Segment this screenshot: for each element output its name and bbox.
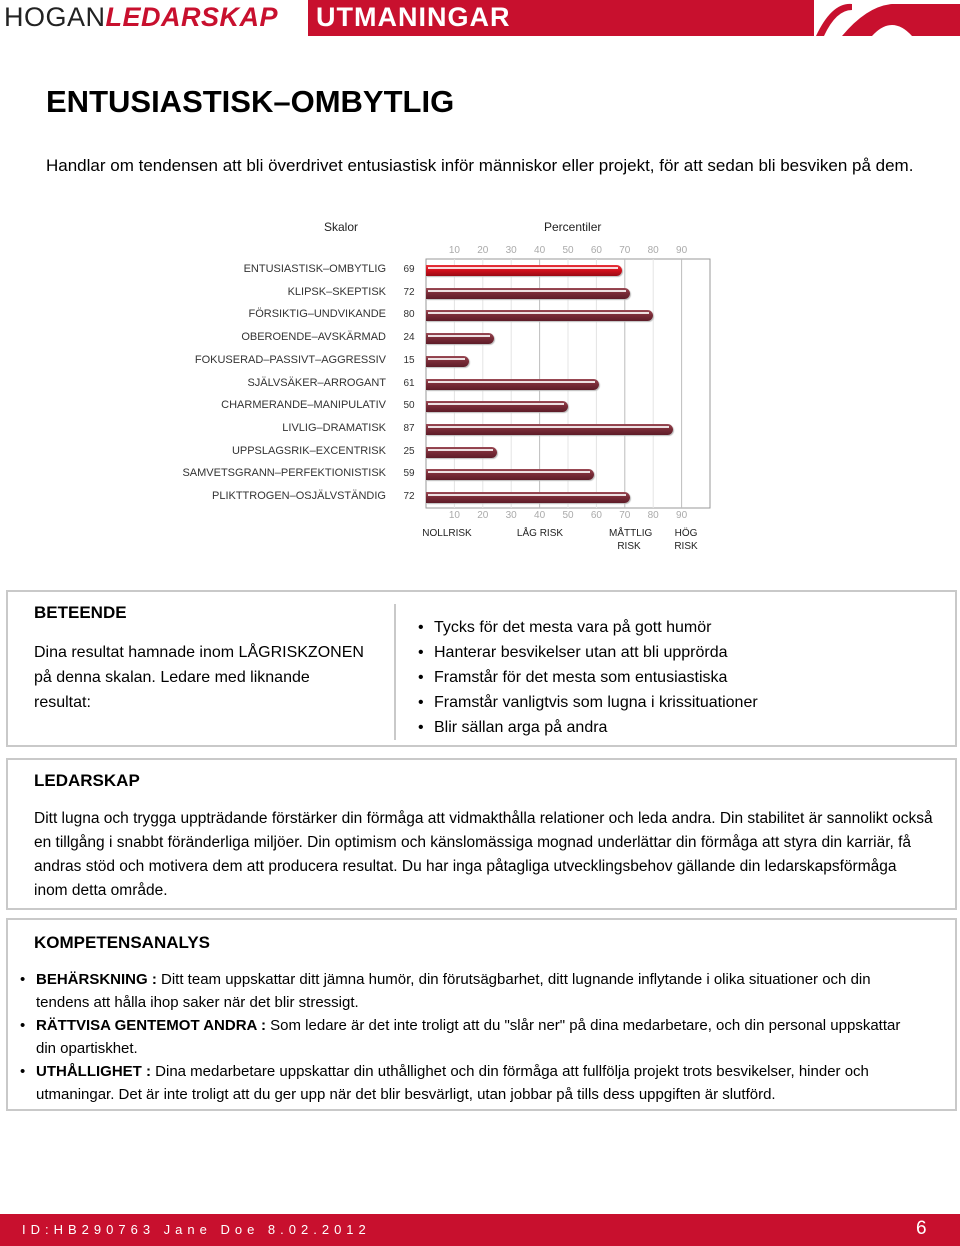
- behavior-bullet: • Hanterar besvikelser utan att bli upprörda: [418, 640, 938, 665]
- x-tick-label: 30: [505, 245, 517, 256]
- competence-label: RÄTTVISA GENTEMOT ANDRA :: [36, 1017, 266, 1034]
- percentiles-header: Percentiler: [544, 220, 602, 234]
- percentile-bar: [426, 447, 497, 458]
- x-tick-label: 10: [448, 245, 460, 256]
- x-tick-label: 40: [534, 510, 546, 521]
- scales-header: Skalor: [324, 220, 359, 234]
- percentile-bar: [426, 288, 630, 299]
- risk-zone-label: HÖG RISK: [674, 528, 698, 552]
- brand-hogan: HOGAN: [4, 2, 106, 32]
- percentile-bar: [426, 469, 594, 480]
- competence-text: Dina medarbetare uppskattar din uthållighet och din förmåga att fullfölja projekt trots besvikelser, hinder och utmaningar. Det är inte troligt att du ger upp när det blir besvärligt, utan jobbar på tills dess uppgiften är slutförd.: [36, 1063, 869, 1103]
- x-tick-label: 30: [505, 510, 517, 521]
- x-tick-label: 20: [477, 510, 489, 521]
- kompetens-list: [20, 968, 920, 1106]
- x-tick-label: 60: [590, 245, 602, 256]
- brand-ledarskap: LEDARSKAP: [105, 2, 279, 32]
- bullet-icon: •: [20, 1063, 26, 1080]
- percentile-bar: [426, 424, 673, 435]
- percentile-bar: [426, 265, 622, 276]
- x-tick-label: 80: [647, 245, 659, 256]
- scale-label: CHARMERANDE–MANIPULATIV: [221, 399, 386, 412]
- x-tick-label: 50: [562, 245, 574, 256]
- scale-label: ENTUSIASTISK–OMBYTLIG: [243, 263, 386, 275]
- percentile-bar: [426, 492, 630, 503]
- behavior-bullet: • Framstår vanligtvis som lugna i krissituationer: [418, 690, 938, 715]
- kompetens-title: KOMPETENSANALYS: [34, 933, 211, 952]
- risk-zone-label: NOLLRISK: [422, 528, 472, 539]
- behavior-bullet: • Blir sällan arga på andra: [418, 715, 938, 740]
- percentile-bar: [426, 401, 568, 412]
- score-value: 80: [403, 309, 415, 321]
- x-tick-label: 10: [448, 510, 460, 521]
- score-value: 59: [403, 468, 415, 480]
- scale-label: SAMVETSGRANN–PERFEKTIONISTISK: [182, 467, 386, 480]
- competence-item: [20, 968, 920, 1014]
- scale-label: UPPSLAGSRIK–EXCENTRISK: [231, 444, 386, 457]
- report-id: ID:HB290763 Jane Doe 8.02.2012: [22, 1222, 371, 1237]
- scale-label: SJÄLVSÄKER–ARROGANT: [247, 376, 386, 389]
- percentile-bar: [426, 356, 469, 367]
- ledarskap-title: LEDARSKAP: [34, 771, 140, 790]
- score-value: 24: [403, 332, 415, 344]
- intro-text: Handlar om tendensen att bli överdrivet entusiastisk inför människor eller projekt, för att sedan bli besviken på dem.: [46, 156, 914, 175]
- bullet-icon: •: [20, 1017, 26, 1034]
- percentile-bar: [426, 333, 494, 344]
- behavior-bullet: • Tycks för det mesta vara på gott humör: [418, 615, 938, 640]
- competence-text: Ditt team uppskattar ditt jämna humör, din förutsägbarhet, ditt lugnande inflytande i olika situationer och din tendens att hålla ihop saker när det blir stressigt.: [36, 971, 871, 1011]
- behavior-bullet: • Framstår för det mesta som entusiastiska: [418, 665, 938, 690]
- competence-item: [20, 1060, 920, 1106]
- score-value: 87: [403, 422, 415, 434]
- competence-item: [20, 1014, 920, 1060]
- score-value: 72: [403, 286, 415, 298]
- score-value: 61: [403, 377, 415, 389]
- scale-label: PLIKTTROGEN–OSJÄLVSTÄNDIG: [211, 490, 386, 502]
- section-title: UTMANINGAR: [316, 2, 511, 32]
- page-number: 6: [916, 1218, 927, 1239]
- page-title: ENTUSIASTISK–OMBYTLIG: [46, 84, 455, 119]
- beteende-title: BETEENDE: [34, 603, 127, 622]
- risk-zone-label: MÅTTLIG RISK: [609, 528, 653, 552]
- x-tick-label: 40: [534, 245, 546, 256]
- x-tick-label: 60: [590, 510, 602, 521]
- scale-label: FOKUSERAD–PASSIVT–AGGRESSIV: [194, 353, 386, 366]
- percentile-bar: [426, 310, 653, 321]
- x-tick-label: 50: [562, 510, 574, 521]
- ledarskap-text: Ditt lugna och trygga uppträdande förstärker din förmåga att vidmakthålla relationer och leda andra. Din stabilitet är sannolikt också en tillgång i snabbt föränderliga miljöer. Din optimism och känslomässiga mognad underlättar din förmåga att styra din karriär, få andras stöd och motivera dem att producera resultat. Du har inga påtagliga utvecklingsbehov gällande din ledarskapsförmåga inom detta område.: [34, 810, 933, 899]
- score-value: 25: [403, 445, 415, 457]
- beteende-divider: [394, 604, 396, 740]
- percentile-chart: [0, 0, 960, 580]
- scale-label: OBEROENDE–AVSKÄRMAD: [241, 331, 386, 344]
- bullet-icon: •: [20, 971, 26, 988]
- competence-text: Som ledare är det inte troligt att du "slår ner" på dina medarbetare, och din personal uppskattar din opartiskhet.: [36, 1017, 901, 1057]
- scale-label: FÖRSIKTIG–UNDVIKANDE: [248, 308, 386, 321]
- x-tick-label: 70: [619, 510, 631, 521]
- x-tick-label: 20: [477, 245, 489, 256]
- competence-label: BEHÄRSKNING :: [36, 971, 157, 988]
- scale-label: KLIPSK–SKEPTISK: [287, 285, 386, 298]
- score-value: 50: [403, 400, 415, 412]
- score-value: 15: [403, 354, 415, 366]
- beteende-bullets: [418, 615, 938, 740]
- risk-zone-label: LÅG RISK: [516, 528, 564, 539]
- beteende-summary: Dina resultat hamnade inom LÅGRISKZONEN på denna skalan. Ledare med liknande resultat:: [34, 644, 364, 711]
- x-tick-label: 90: [676, 245, 688, 256]
- percentile-bar: [426, 379, 599, 390]
- x-tick-label: 90: [676, 510, 688, 521]
- x-tick-label: 80: [647, 510, 659, 521]
- scale-label: LIVLIG–DRAMATISK: [282, 421, 386, 434]
- score-value: 69: [403, 264, 415, 275]
- x-tick-label: 70: [619, 245, 631, 256]
- competence-label: UTHÅLLIGHET :: [36, 1063, 151, 1080]
- score-value: 72: [403, 491, 415, 502]
